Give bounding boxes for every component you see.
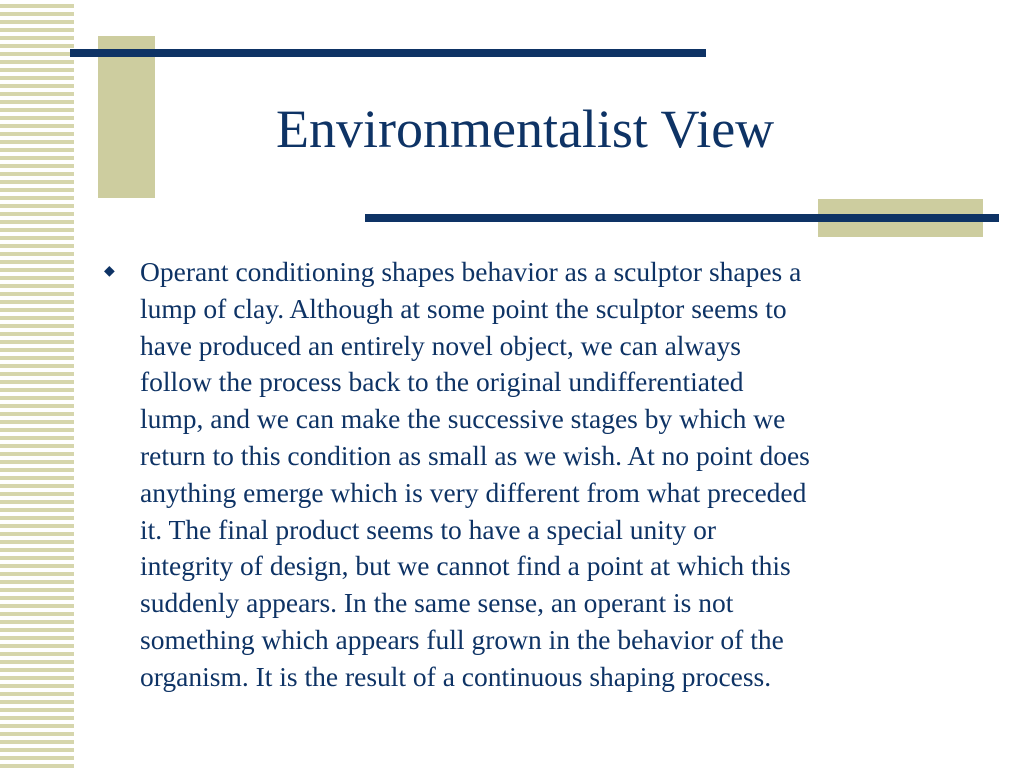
paragraph-line: lump of clay. Although at some point the sculptor seems to (140, 292, 787, 324)
bullet-list (100, 254, 980, 696)
paragraph-line: something which appears full grown in the behavior of the (140, 623, 784, 655)
slide-title: Environmentalist View (276, 99, 775, 159)
paragraph-line: organism. It is the result of a continuous shaping process. (140, 660, 772, 692)
paragraph-line: integrity of design, but we cannot find a point at which this (140, 550, 791, 582)
decorative-stripes (0, 0, 74, 768)
title-rule-bottom (365, 214, 999, 222)
accent-block-top (98, 36, 155, 198)
paragraph-line: anything emerge which is very different from what preceded (140, 476, 807, 508)
paragraph-line: suddenly appears. In the same sense, an operant is not (140, 587, 734, 619)
diamond-bullet-icon: ◆ (104, 264, 115, 279)
bullet-item (100, 254, 980, 696)
paragraph-line: Operant conditioning shapes behavior as a sculptor shapes a (140, 256, 802, 287)
title-rule-top (70, 49, 706, 57)
paragraph-line: lump, and we can make the successive stages by which we (140, 403, 786, 435)
paragraph-line: it. The final product seems to have a special unity or (140, 513, 717, 545)
paragraph-line: follow the process back to the original undifferentiated (140, 366, 744, 398)
paragraph-line: have produced an entirely novel object, we can always (140, 329, 741, 361)
paragraph-line: return to this condition as small as we wish. At no point does (140, 439, 810, 471)
